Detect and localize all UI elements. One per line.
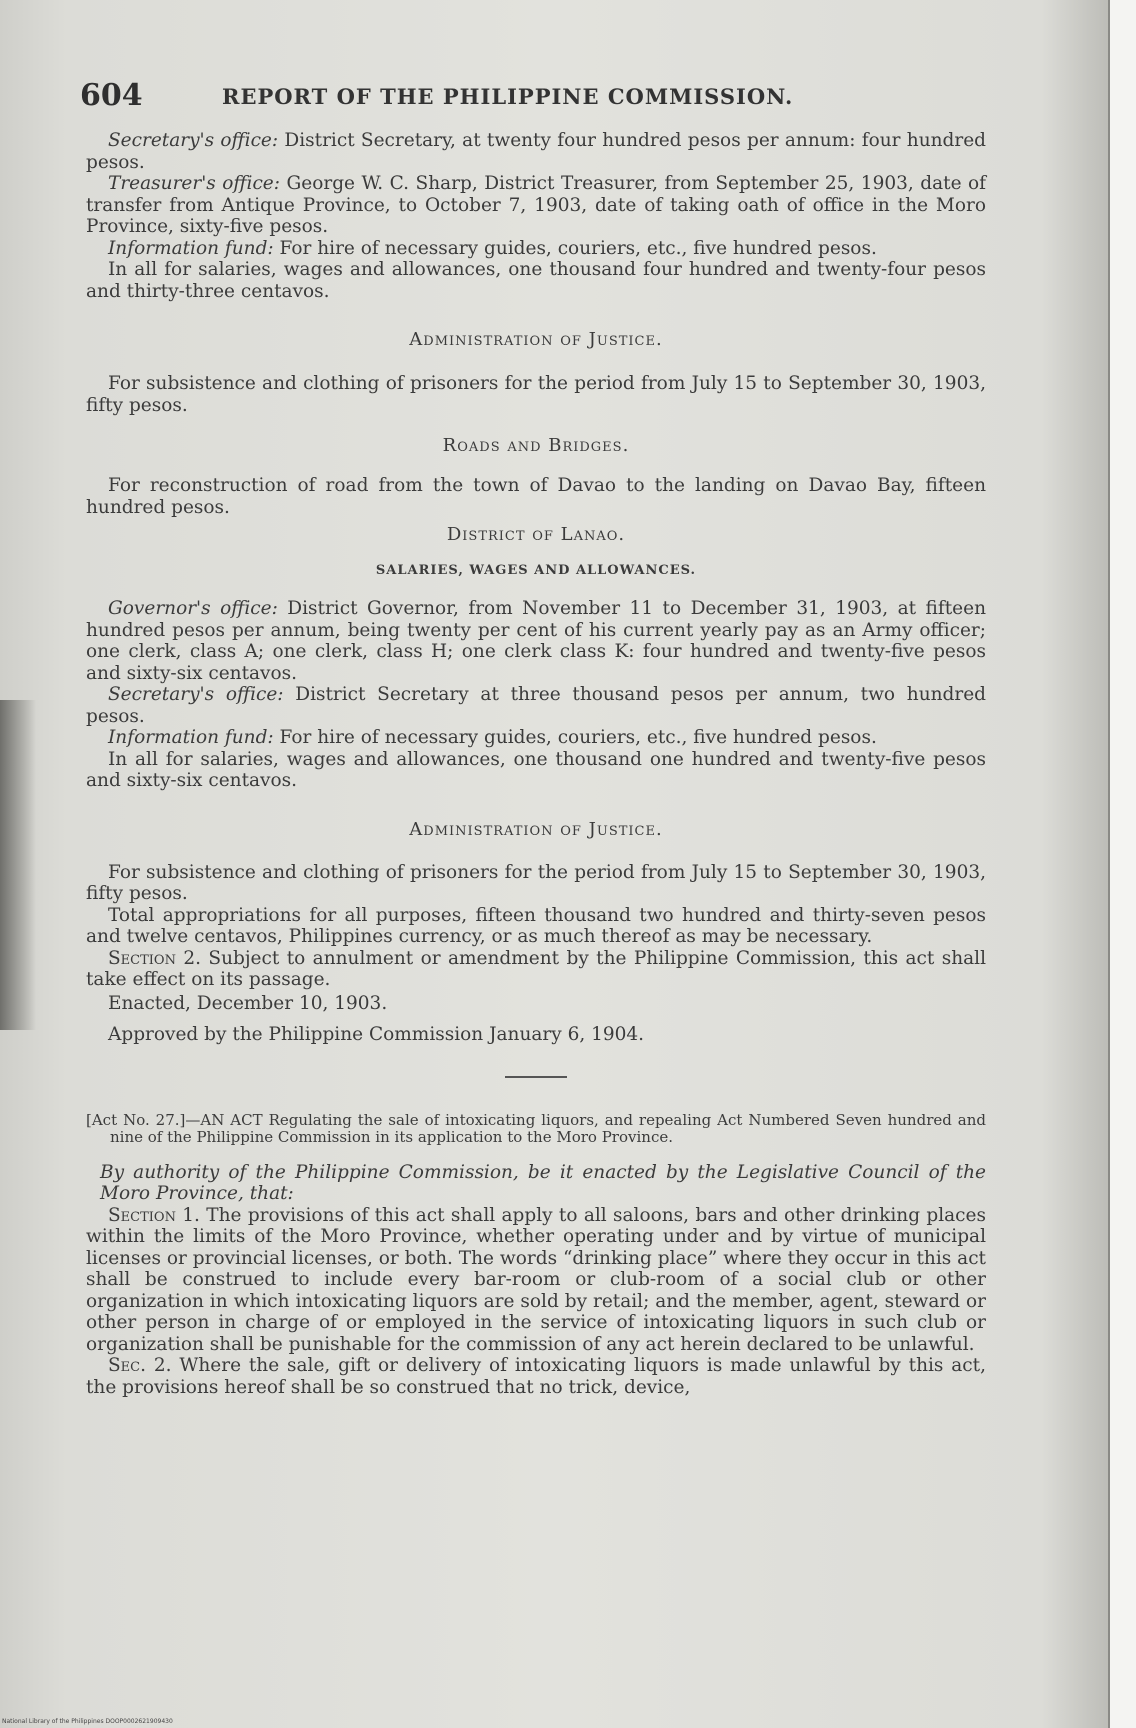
paragraph-label: Information fund: (108, 237, 274, 259)
paragraph-label: Secretary's office: (108, 130, 279, 151)
paragraph-information-fund-lanao: Information fund: For hire of necessary guides, couriers, etc., five hundred pesos. (108, 727, 877, 748)
heading-salaries-wages-allowances: SALARIES, WAGES AND ALLOWANCES. (375, 563, 697, 578)
section-label: Section 1. (108, 1204, 200, 1226)
paragraph-prisoner-subsistence: For subsistence and clothing of prisoners for the period from July 15 to September 30, 1903, fifty pesos. (86, 373, 986, 416)
paragraph-label: Secretary's office: (108, 684, 284, 705)
paragraph-label: Governor's office: (108, 598, 278, 619)
paragraph-label: Treasurer's office: (108, 173, 280, 194)
paragraph-approved: Approved by the Philippine Commission January 6, 1904. (108, 1024, 645, 1045)
enacting-clause: By authority of the Philippine Commission, be it enacted by the Legislative Council of the Moro Province, that: (100, 1161, 986, 1204)
paragraph-label: Information fund: (108, 727, 274, 748)
paragraph-section-2: Section 2. Subject to annulment or amendment by the Philippine Commission, this act shall take effect on its passage. (86, 947, 986, 990)
paragraph-governor-office: Governor's office: District Governor, from November 11 to December 31, 1903, at fifteen hundred pesos per annum, being twenty per cent of his current yearly pay as an Army officer; one clerk, class A; one clerk, class H; one clerk class K: four hundred and twenty-five pesos and sixty-six centavos. (86, 598, 986, 684)
act-title: [Act No. 27.]—AN ACT Regulating the sale of intoxicating liquors, and repealing Act Numbered Seven hundred and nine of the Philippine Commission in its application to the Moro Province. (86, 1110, 986, 1146)
heading-roads-and-bridges: Roads and Bridges. (442, 435, 630, 456)
section-label: Sec. 2. (108, 1355, 172, 1376)
paragraph-treasurer-office: Treasurer's office: George W. C. Sharp, District Treasurer, from September 25, 1903, date of transfer from Antique Province, to October 7, 1903, date of taking oath of office in the Moro Province, sixty-five pesos. (86, 173, 987, 237)
paragraph-enacted: Enacted, December 10, 1903. (108, 992, 388, 1014)
paragraph-total-salaries: In all for salaries, wages and allowances, one thousand four hundred and twenty-four pesos and thirty-three centavos. (86, 259, 986, 302)
paragraph-total-appropriations: Total appropriations for all purposes, fifteen thousand two hundred and thirty-seven pesos and twelve centavos, Philippines currency, or as much thereof as may be necessary. (86, 904, 986, 947)
paragraph-prisoner-subsistence-lanao: For subsistence and clothing of prisoners for the period from July 15 to September 30, 1903, fifty pesos. (86, 861, 986, 904)
paragraph-total-salaries-lanao: In all for salaries, wages and allowances, one thousand one hundred and twenty-five pesos and sixty-six centavos. (86, 748, 986, 791)
paragraph-information-fund: Information fund: For hire of necessary guides, couriers, etc., five hundred pesos. (108, 237, 877, 259)
paragraph-secretary-office: Secretary's office: District Secretary, at twenty four hundred pesos per annum: four hundred pesos. (86, 130, 986, 173)
heading-administration-of-justice-lanao: Administration of Justice. (409, 818, 663, 840)
page-content (80, 78, 987, 1398)
paragraph-secretary-office-lanao: Secretary's office: District Secretary at three thousand pesos per annum, two hundred pesos. (86, 684, 986, 727)
heading-administration-of-justice: Administration of Justice. (409, 329, 663, 350)
paragraph-act-section-2: Sec. 2. Where the sale, gift or delivery of intoxicating liquors is made unlawful by this act, the provisions hereof shall be so construed that no trick, device, (86, 1355, 986, 1398)
page-number: 604 (80, 78, 143, 113)
scan-footer: National Library of the Philippines DOOP0002621909430 (2, 1718, 173, 1725)
running-head: REPORT OF THE PHILIPPINE COMMISSION. (222, 84, 794, 109)
paragraph-act-section-1: Section 1. The provisions of this act shall apply to all saloons, bars and other drinking places within the limits of the Moro Province, whether operating under and by virtue of municipal licenses or provincial licenses, or both. The words “drinking place” where they occur in this act shall be construed to include every bar-room or club-room of a social club or other organization in which intoxicating liquors are sold by retail; and the member, agent, steward or other person in charge of or employed in the service of intoxicating liquors in such club or organization shall be punishable for the commission of any act herein declared to be unlawful. (86, 1204, 986, 1355)
heading-district-of-lanao: District of Lanao. (446, 524, 626, 545)
section-label: Section 2. (108, 947, 201, 969)
binding-shadow (0, 700, 36, 1030)
page-edge (1108, 0, 1136, 1728)
paragraph-road-reconstruction: For reconstruction of road from the town of Davao to the landing on Davao Bay, fifteen hundred pesos. (86, 475, 986, 518)
page-header (80, 78, 986, 130)
